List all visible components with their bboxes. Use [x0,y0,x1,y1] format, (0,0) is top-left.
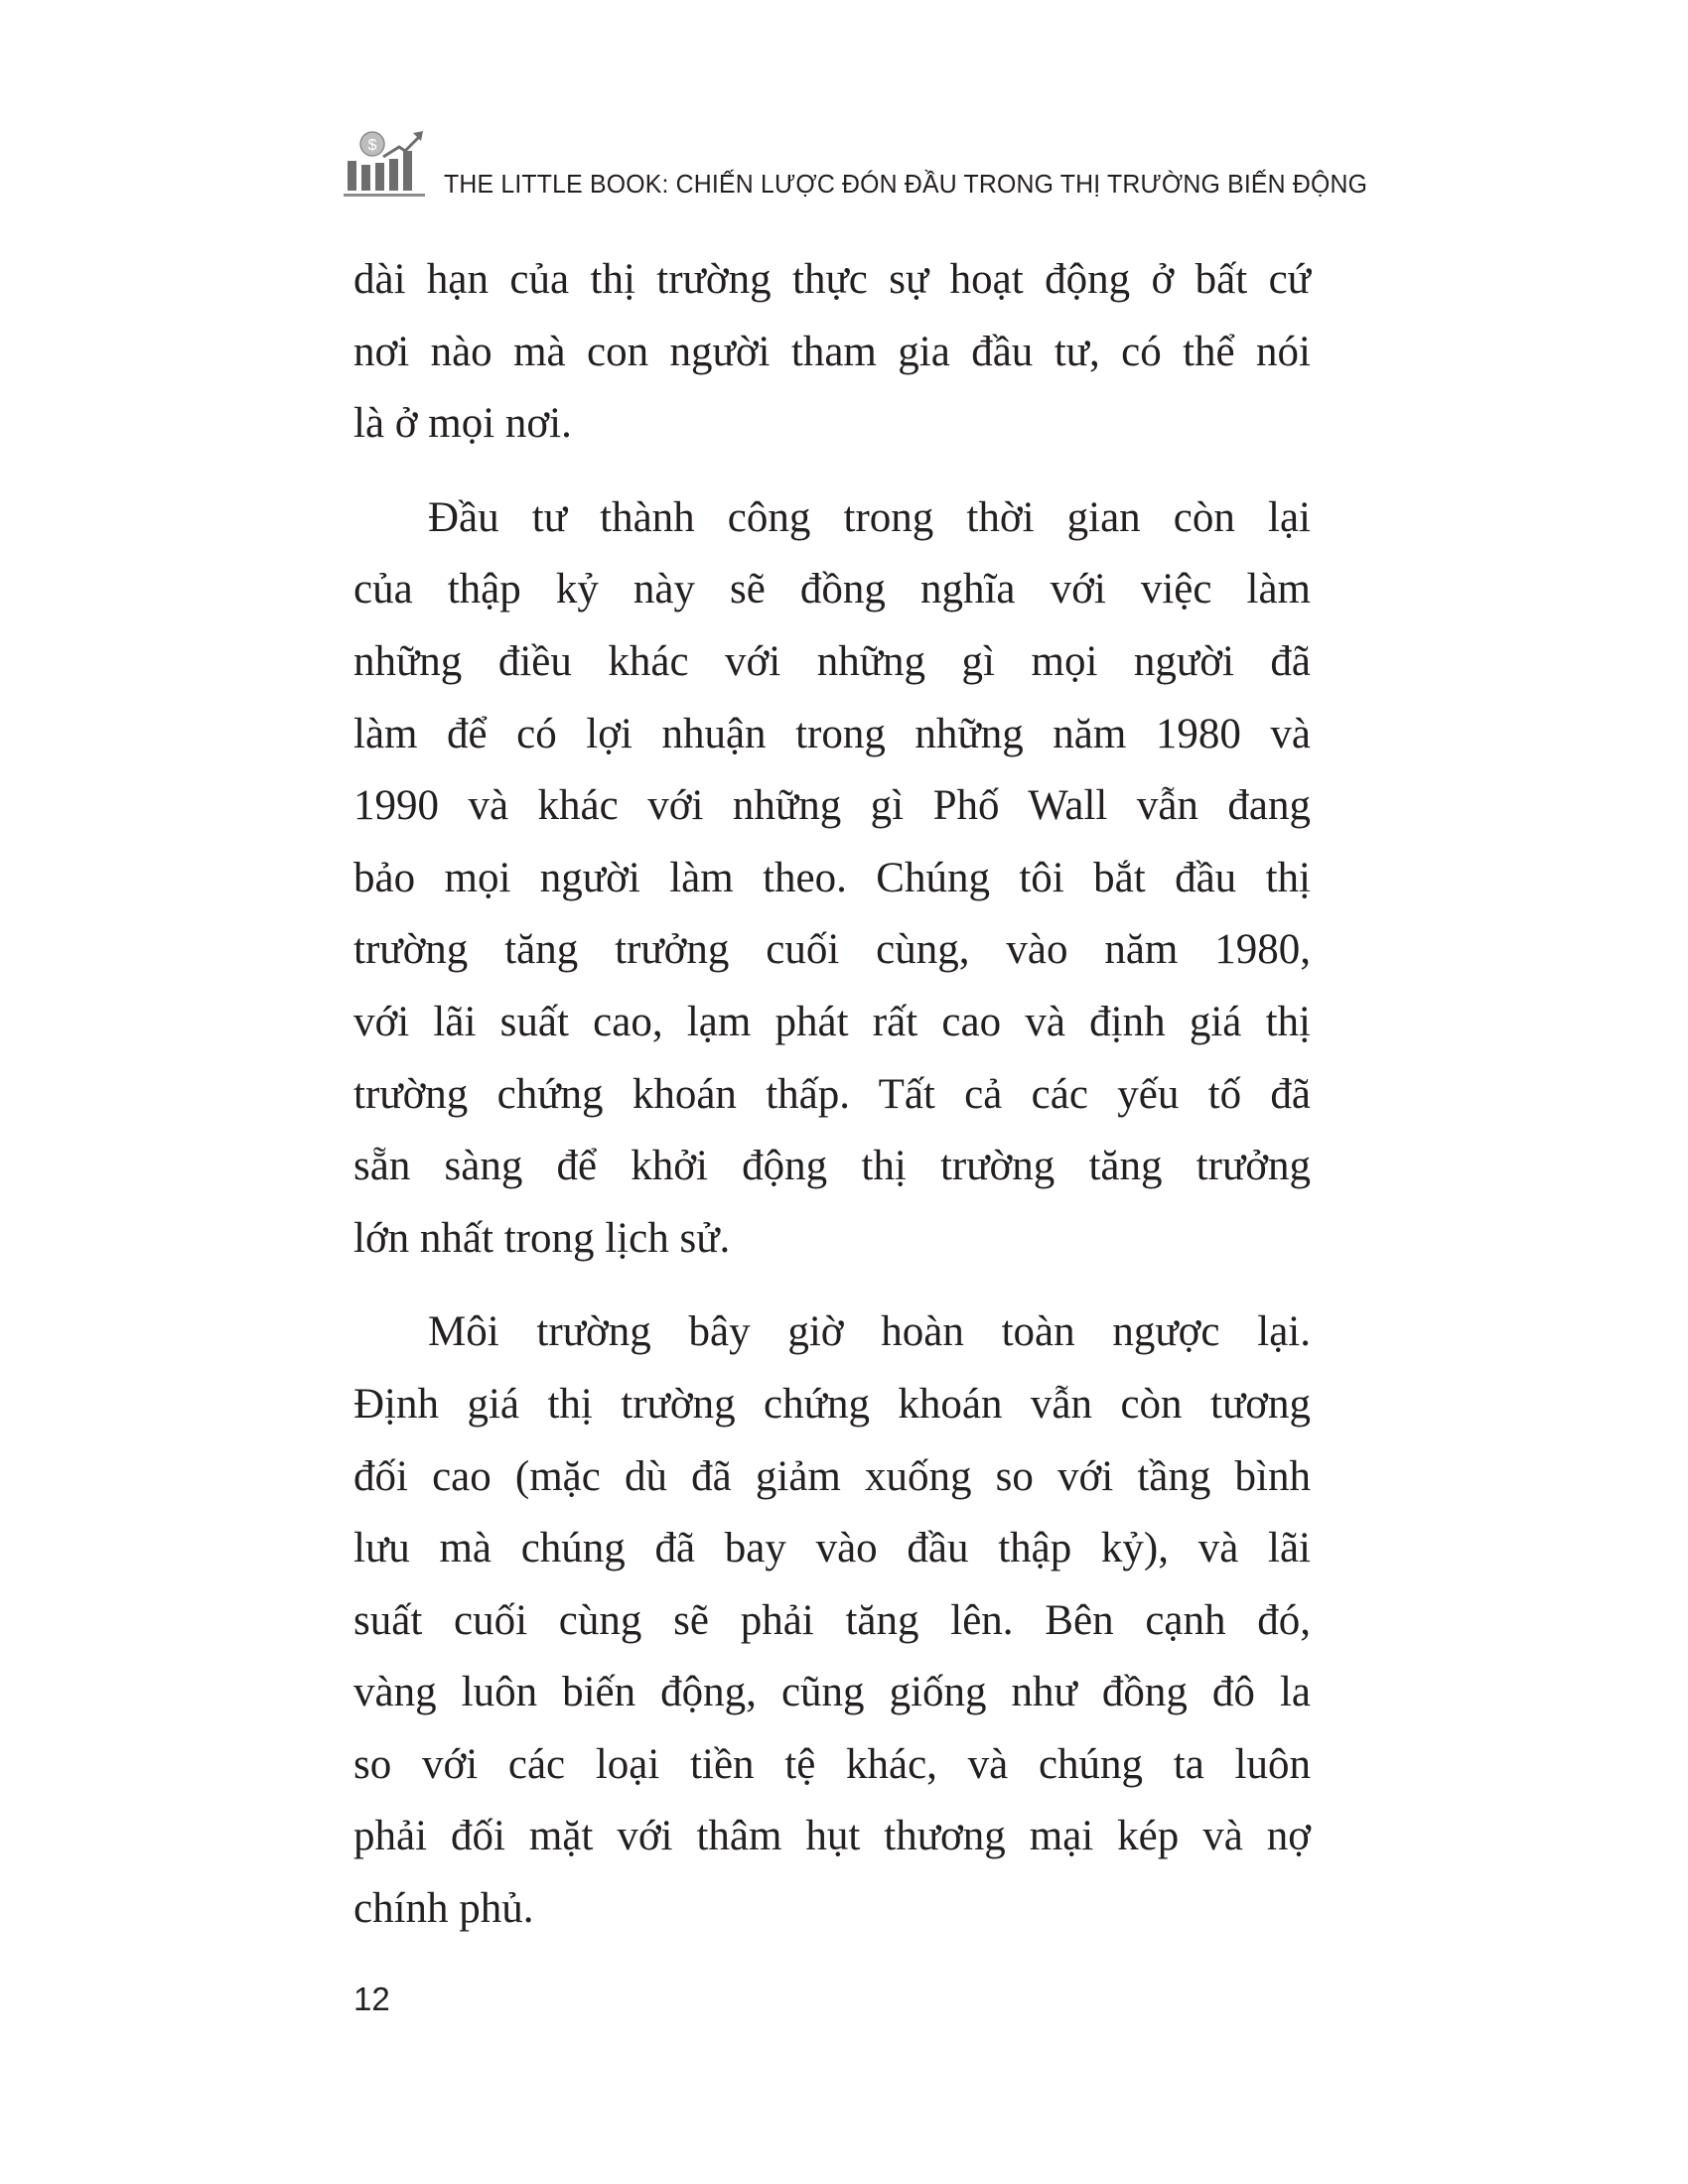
paragraph [353,482,1311,1276]
text-line: với lãi suất cao, lạm phát rất cao và định giá thị [353,998,1311,1045]
text-line: bảo mọi người làm theo. Chúng tôi bắt đầu thị [353,854,1311,901]
paragraph [353,1297,1311,1945]
running-title: THE LITTLE BOOK: CHIẾN LƯỢC ĐÓN ĐẦU TRONG THỊ TRƯỜNG BIẾN ĐỘNG [444,169,1368,199]
text-line: nơi nào mà con người tham gia đầu tư, có thể nói [353,328,1311,375]
text-line: chính phủ. [353,1885,534,1933]
text-line: lưu mà chúng đã bay vào đầu thập kỷ), và lãi [353,1525,1311,1572]
text-line: đối cao (mặc dù đã giảm xuống so với tầng bình [353,1452,1311,1500]
text-line: là ở mọi nơi. [353,400,572,448]
text-line: làm để có lợi nhuận trong những năm 1980 và [353,710,1311,757]
text-line: Môi trường bây giờ hoàn toàn ngược lại. [428,1308,1311,1356]
text-line: sẵn sàng để khởi động thị trường tăng trưởng [353,1143,1311,1190]
svg-text:$: $ [367,137,377,154]
text-line: phải đối mặt với thâm hụt thương mại kép và nợ [353,1813,1311,1860]
text-line: so với các loại tiền tệ khác, và chúng ta luôn [353,1740,1311,1788]
text-line: Định giá thị trường chứng khoán vẫn còn tương [353,1380,1311,1428]
page-number: 12 [353,1980,390,2017]
rising-bar-chart-coin-icon [344,127,425,199]
text-line: những điều khác với những gì mọi người đã [353,637,1311,685]
text-line: suất cuối cùng sẽ phải tăng lên. Bên cạnh đó, [353,1596,1311,1644]
text-line: vàng luôn biến động, cũng giống như đồng đô la [353,1669,1311,1716]
text-line: Đầu tư thành công trong thời gian còn lại [428,493,1311,541]
text-line: lớn nhất trong lịch sử. [353,1214,731,1262]
running-header [344,127,1368,202]
paragraph-continued [353,244,1311,461]
text-line: dài hạn của thị trường thực sự hoạt động ở bất cứ [353,256,1311,303]
text-line: trường chứng khoán thấp. Tất cả các yếu tố đã [353,1070,1311,1118]
text-line: 1990 và khác với những gì Phố Wall vẫn đang [353,782,1311,830]
text-line: của thập kỷ này sẽ đồng nghĩa với việc làm [353,566,1311,614]
text-line: trường tăng trưởng cuối cùng, vào năm 1980, [353,926,1311,974]
body-text [353,244,1311,1968]
